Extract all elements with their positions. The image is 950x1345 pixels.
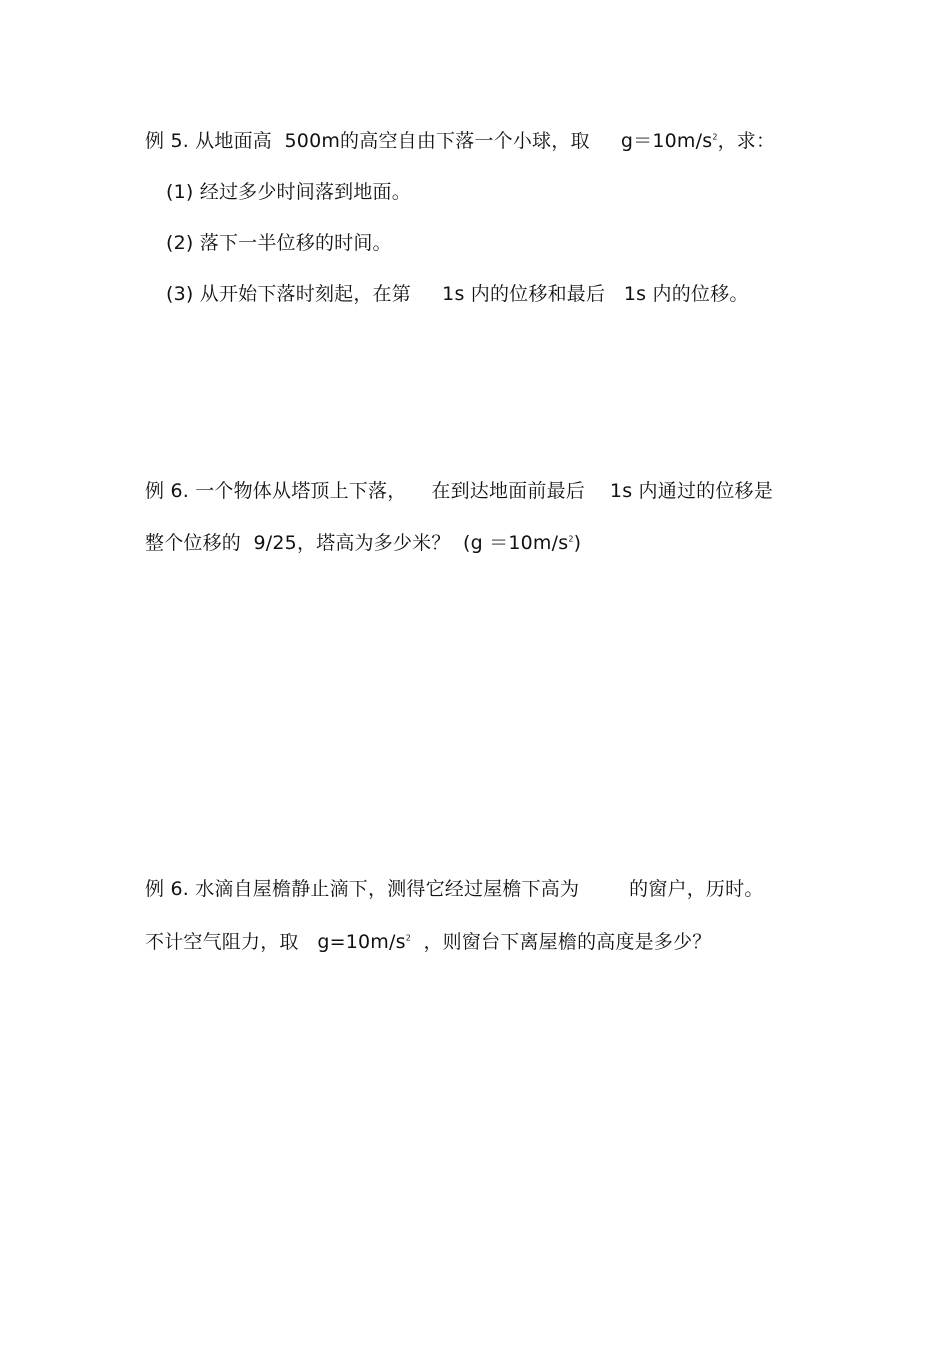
problem-6a-text: 整个位移的 9/25，塔高为多少米？ (g ＝10m/s xyxy=(145,532,569,554)
exponent: 2 xyxy=(568,534,574,544)
problem-5-text: 例 5. 从地面高 500m的高空自由下落一个小球，取 g＝10m/s xyxy=(145,130,713,152)
problem-5-sub-3: (3) 从开始下落时刻起，在第 1s 内的位移和最后 1s 内的位移。 xyxy=(166,283,749,305)
problem-6a-line-1: 例 6. 一个物体从塔顶上下落， 在到达地面前最后 1s 内通过的位移是 xyxy=(145,480,773,502)
problem-5-text-end: ，求： xyxy=(717,130,776,152)
problem-6b-line-2 xyxy=(145,929,711,955)
problem-6a-text-end: ) xyxy=(573,532,582,554)
problem-6b-line-1: 例 6. 水滴自屋檐静止滴下，测得它经过屋檐下高为 的窗户，历时。 xyxy=(145,878,764,900)
problem-5-sub-2: (2) 落下一半位移的时间。 xyxy=(166,232,392,254)
problem-5-statement xyxy=(145,128,775,154)
exponent: 2 xyxy=(405,933,411,943)
problem-6b-text: 不计空气阻力，取 g=10m/s xyxy=(145,931,406,953)
exponent: 2 xyxy=(712,132,718,142)
problem-6b-text-end: ，则窗台下离屋檐的高度是多少？ xyxy=(410,931,712,953)
problem-6a-line-2 xyxy=(145,530,581,556)
problem-5-sub-1: (1) 经过多少时间落到地面。 xyxy=(166,181,411,203)
